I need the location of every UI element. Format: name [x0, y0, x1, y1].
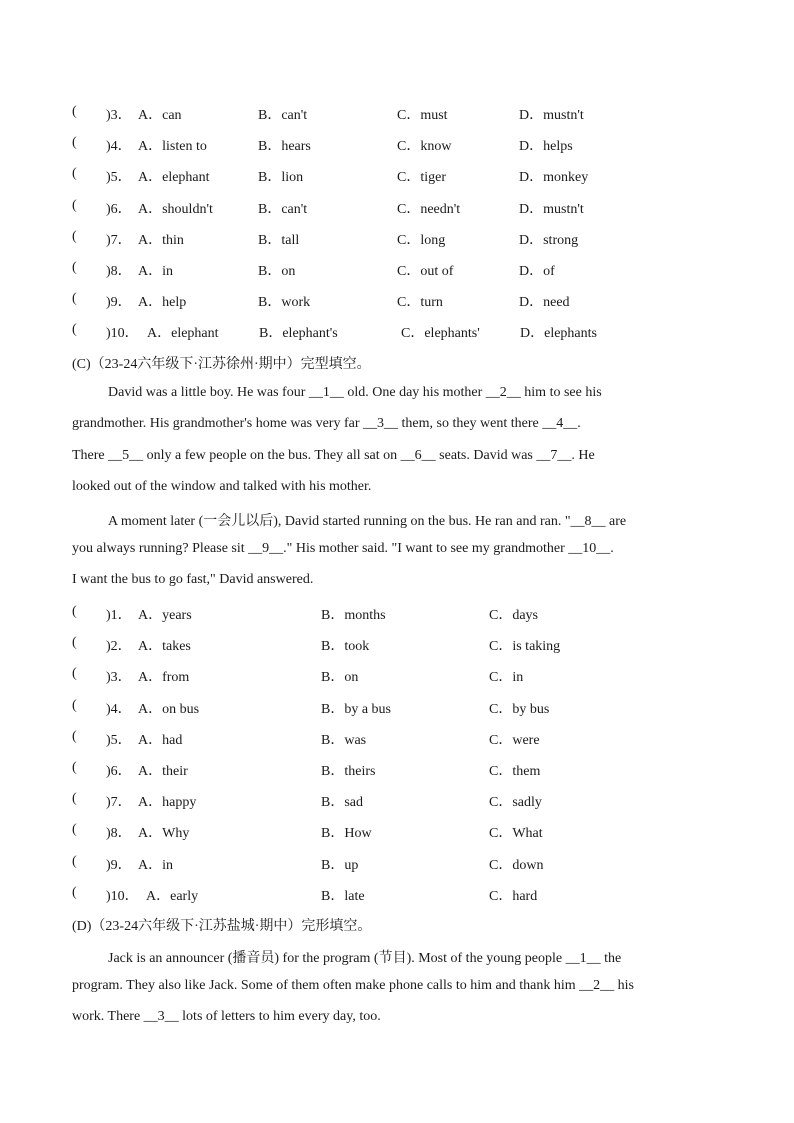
option-b[interactable]: B．late [321, 888, 365, 904]
answer-blank[interactable]: ( [72, 760, 77, 775]
option-b[interactable]: B．How [321, 826, 372, 842]
option-b[interactable]: B．by a bus [321, 701, 391, 717]
passage-d-line: program. They also like Jack. Some of them often make phone calls to him and thank him __2__ his [72, 978, 634, 993]
question-row [72, 885, 772, 905]
option-b[interactable]: B．can't [258, 108, 308, 123]
option-b[interactable]: B．months [321, 608, 386, 623]
option-c[interactable]: C．must [397, 108, 448, 123]
option-a[interactable]: A．can [138, 108, 182, 123]
option-c[interactable]: C．is taking [489, 639, 561, 655]
option-a[interactable]: A．shouldn't [138, 201, 213, 217]
answer-blank[interactable]: ( [72, 666, 77, 682]
option-c[interactable]: C．know [397, 139, 452, 155]
option-c[interactable]: C．down [489, 857, 544, 873]
question-number: )9． [106, 857, 132, 873]
option-d[interactable]: D．elephants [520, 326, 597, 342]
question-row [72, 791, 772, 811]
question-row [72, 322, 772, 342]
question-number: )10． [106, 888, 139, 904]
option-a[interactable]: A．takes [138, 639, 191, 655]
option-c[interactable]: C．out of [397, 264, 454, 279]
option-d[interactable]: D．helps [519, 139, 573, 155]
option-c[interactable]: C．elephants' [401, 326, 480, 342]
option-c[interactable]: C．tiger [397, 170, 446, 186]
option-a[interactable]: A．their [138, 764, 188, 779]
option-b[interactable]: B．sad [321, 795, 363, 811]
option-b[interactable]: B．theirs [321, 764, 376, 779]
question-number: )2． [106, 639, 132, 655]
question-number: )8． [106, 826, 132, 842]
option-b[interactable]: B．took [321, 639, 370, 655]
option-c[interactable]: C．days [489, 608, 538, 623]
question-row [72, 229, 772, 249]
passage-d-line: work. There __3__ lots of letters to him every day, too. [72, 1009, 381, 1024]
option-b[interactable]: B．up [321, 857, 359, 873]
question-number: )6． [106, 201, 132, 217]
answer-blank[interactable]: ( [72, 853, 77, 869]
option-d[interactable]: D．need [519, 295, 570, 311]
question-number: )3． [106, 108, 132, 123]
option-b[interactable]: B．hears [258, 139, 311, 155]
answer-blank[interactable]: ( [72, 197, 77, 213]
answer-blank[interactable]: ( [72, 822, 77, 838]
question-row [72, 698, 772, 718]
question-row [72, 104, 772, 124]
question-number: )3． [106, 670, 132, 686]
question-row [72, 635, 772, 655]
option-b[interactable]: B．lion [258, 170, 304, 186]
answer-blank[interactable]: ( [72, 291, 77, 307]
answer-blank[interactable]: ( [72, 884, 77, 900]
option-a[interactable]: A．on bus [138, 701, 200, 717]
question-number: )5． [106, 170, 132, 186]
option-c[interactable]: C．in [489, 670, 524, 686]
option-a[interactable]: A．in [138, 264, 173, 279]
answer-blank[interactable]: ( [72, 604, 77, 619]
option-c[interactable]: C．turn [397, 295, 443, 311]
option-a[interactable]: A．elephant [138, 170, 210, 186]
option-c[interactable]: C．long [397, 232, 446, 248]
passage-c-line: I want the bus to go fast," David answered. [72, 572, 314, 587]
question-row [72, 604, 772, 624]
passage-c-line: A moment later (一会儿以后), David started running on the bus. He ran and ran. "__8__ are [108, 514, 627, 529]
option-d[interactable]: D．of [519, 264, 555, 279]
question-row [72, 260, 772, 280]
passage-d-line: Jack is an announcer (播音员) for the program (节目). Most of the young people __1__ the [108, 951, 622, 966]
answer-blank[interactable]: ( [72, 166, 77, 182]
question-number: )4． [106, 701, 132, 717]
option-a[interactable]: A．from [138, 670, 190, 686]
option-a[interactable]: A．had [138, 732, 183, 748]
option-b[interactable]: B．can't [258, 201, 308, 217]
option-c[interactable]: C．hard [489, 888, 538, 904]
option-c[interactable]: C．What [489, 826, 543, 842]
question-row [72, 666, 772, 686]
option-a[interactable]: A．Why [138, 826, 190, 842]
question-number: )6． [106, 764, 132, 779]
answer-blank[interactable]: ( [72, 135, 77, 151]
answer-blank[interactable]: ( [72, 322, 77, 338]
answer-blank[interactable]: ( [72, 728, 77, 744]
question-row [72, 198, 772, 218]
passage-c-line: looked out of the window and talked with his mother. [72, 479, 372, 494]
option-b[interactable]: B．was [321, 732, 367, 748]
question-row [72, 760, 772, 780]
section-c-heading: (C)（23-24六年级下·江苏徐州·期中）完型填空。 [72, 357, 371, 372]
option-c[interactable]: C．sadly [489, 795, 542, 811]
question-number: )5． [106, 732, 132, 748]
option-b[interactable]: B．on [321, 670, 359, 686]
option-a[interactable]: A．years [138, 608, 192, 623]
option-d[interactable]: D．strong [519, 232, 579, 248]
answer-blank[interactable]: ( [72, 228, 77, 244]
question-row [72, 822, 772, 842]
option-a[interactable]: A．thin [138, 232, 184, 248]
question-number: )7． [106, 795, 132, 811]
option-c[interactable]: C．needn't [397, 201, 461, 217]
option-a[interactable]: A．early [146, 888, 199, 904]
question-number: )7． [106, 232, 132, 248]
option-c[interactable]: C．them [489, 764, 541, 779]
question-number: )10． [106, 326, 139, 342]
question-number: )8． [106, 264, 132, 279]
question-number: )4． [106, 139, 132, 155]
option-c[interactable]: C．by bus [489, 701, 550, 717]
question-row [72, 291, 772, 311]
option-b[interactable]: B．on [258, 264, 296, 279]
answer-blank[interactable]: ( [72, 791, 77, 807]
answer-blank[interactable]: ( [72, 104, 77, 119]
passage-c-line: There __5__ only a few people on the bus. They all sat on __6__ seats. David was __7__. He [72, 448, 595, 463]
option-d[interactable]: D．monkey [519, 170, 589, 186]
question-row [72, 729, 772, 749]
question-number: )9． [106, 295, 132, 311]
option-a[interactable]: A．listen to [138, 139, 207, 155]
option-b[interactable]: B．elephant's [259, 326, 338, 342]
option-c[interactable]: C．were [489, 732, 540, 748]
option-a[interactable]: A．happy [138, 795, 197, 811]
question-number: )1． [106, 608, 132, 623]
option-a[interactable]: A．elephant [147, 326, 219, 342]
option-b[interactable]: B．work [258, 295, 311, 311]
passage-c-line: David was a little boy. He was four __1__ old. One day his mother __2__ him to see his [108, 385, 602, 400]
section-d-heading: (D)（23-24六年级下·江苏盐城·期中）完形填空。 [72, 919, 372, 934]
option-a[interactable]: A．in [138, 857, 173, 873]
passage-c-line: you always running? Please sit __9__." His mother said. "I want to see my grandmother __10__. [72, 541, 614, 556]
question-row [72, 135, 772, 155]
option-a[interactable]: A．help [138, 295, 187, 311]
question-row [72, 166, 772, 186]
passage-c-line: grandmother. His grandmother's home was very far __3__ them, so they went there __4__. [72, 416, 581, 431]
answer-blank[interactable]: ( [72, 260, 77, 275]
option-d[interactable]: D．mustn't [519, 108, 584, 123]
answer-blank[interactable]: ( [72, 635, 77, 651]
answer-blank[interactable]: ( [72, 697, 77, 713]
question-row [72, 854, 772, 874]
option-d[interactable]: D．mustn't [519, 201, 584, 217]
option-b[interactable]: B．tall [258, 232, 300, 248]
